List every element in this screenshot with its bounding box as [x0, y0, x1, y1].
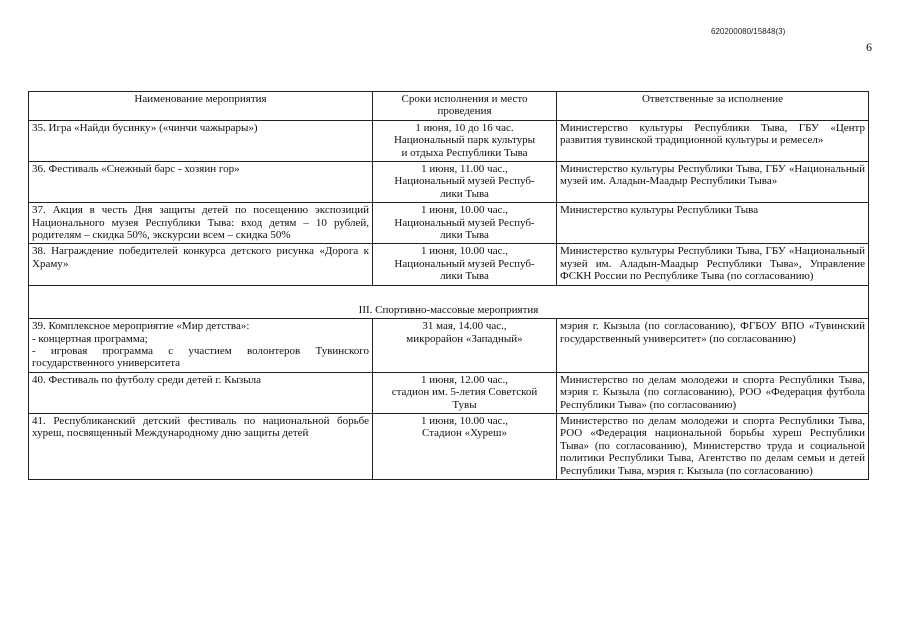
event-name: 36. Фестиваль «Снежный барс - хозяин гор»	[29, 162, 373, 203]
event-responsible: мэрия г. Кызыла (по согласованию), ФГБОУ ВПО «Тувинский государственный университет» (по согласованию)	[557, 319, 869, 373]
event-name: 35. Игра «Найди бусинку» («чинчи чажырары»)	[29, 120, 373, 161]
event-name: 38. Награждение победителей конкурса детского рисунка «Дорога к Храму»	[29, 244, 373, 285]
section-spacer-row	[29, 285, 869, 303]
time-line: лики Тыва	[440, 229, 489, 242]
time-line: 1 июня, 10.00 час.,	[420, 204, 509, 217]
event-time-place	[373, 162, 557, 203]
event-time-place	[373, 203, 557, 244]
document-id: 620200080/15848(3)	[711, 27, 786, 36]
event-time-place	[373, 244, 557, 285]
table-row	[29, 162, 869, 203]
event-name-line: - концертная программа;	[32, 332, 148, 345]
event-time-place	[373, 120, 557, 161]
time-line: Национальный музей Респуб-	[394, 257, 535, 270]
time-line: Национальный музей Респуб-	[394, 216, 535, 229]
time-line: стадион им. 5-летия Советской	[391, 386, 538, 399]
header-timing-place: Сроки исполнения и место проведения	[373, 92, 557, 121]
event-name: 41. Республиканский детский фестиваль по национальной борьбе хуреш, посвященный Международному дню защиты детей	[29, 413, 373, 479]
table-row	[29, 203, 869, 244]
event-name: 40. Фестиваль по футболу среди детей г. Кызыла	[29, 372, 373, 413]
event-responsible: Министерство по делам молодежи и спорта Республики Тыва, РОО «Федерация национальной борьбы хуреш Республики Тыва» (по согласованию), Министерство труда и социальной политики Республики Тыва, Агентство по делам семьи и детей Республики Тыва, мэрия г. Кызыла (по согласованию)	[557, 413, 869, 479]
section-header-row	[29, 303, 869, 319]
time-line: 1 июня, 11.00 час.,	[421, 163, 508, 176]
event-responsible: Министерство культуры Республики Тыва, ГБУ «Национальный музей им. Аладын-Маадыр Республики Тыва», Управление ФСКН России по Республике Тыва (по согласованию)	[557, 244, 869, 285]
time-line: лики Тыва	[440, 270, 489, 283]
table-row	[29, 120, 869, 161]
section-spacer	[29, 285, 869, 303]
time-line: 1 июня, 10 до 16 час.	[415, 121, 514, 134]
time-line: Тувы	[452, 398, 477, 411]
time-line: 1 июня, 10.00 час.,	[420, 245, 509, 258]
time-line: Стадион «Хуреш»	[422, 427, 507, 440]
table-header-row	[29, 92, 869, 121]
table-row	[29, 413, 869, 479]
event-time-place	[373, 319, 557, 373]
event-responsible: Министерство по делам молодежи и спорта Республики Тыва, мэрия г. Кызыла (по согласованию), РОО «Федерация футбола Республики Тыва» (по согласованию)	[557, 372, 869, 413]
time-line: лики Тыва	[440, 187, 489, 200]
event-responsible: Министерство культуры Республики Тыва, ГБУ «Национальный музей им. Аладын-Маадыр Республики Тыва»	[557, 162, 869, 203]
table-row	[29, 244, 869, 285]
event-time-place	[373, 372, 557, 413]
section-title: III. Спортивно-массовые мероприятия	[29, 303, 869, 319]
header-event-name: Наименование мероприятия	[29, 92, 373, 121]
event-name	[29, 319, 373, 373]
table-row	[29, 319, 869, 373]
time-line: и отдыха Республики Тыва	[401, 146, 528, 159]
event-name-line: - игровая программа с участием волонтеров Тувинского государственного университета	[32, 344, 369, 370]
table-row	[29, 372, 869, 413]
events-table	[28, 91, 869, 480]
time-line: Национальный музей Респуб-	[394, 175, 535, 188]
event-responsible: Министерство культуры Республики Тыва	[557, 203, 869, 244]
time-line: 1 июня, 12.00 час.,	[420, 373, 509, 386]
header-responsible: Ответственные за исполнение	[557, 92, 869, 121]
event-responsible: Министерство культуры Республики Тыва, ГБУ «Центр развития тувинской традиционной культуры и ремесел»	[557, 120, 869, 161]
event-name: 37. Акция в честь Дня защиты детей по посещению экспозиций Национального музея Республики Тыва: вход детям – 10 рублей, родителям – скидка 50%, экскурсии всем – скидка 50%	[29, 203, 373, 244]
time-line: Национальный парк культуры	[393, 134, 536, 147]
time-line: 1 июня, 10.00 час.,	[420, 414, 509, 427]
time-line: микрорайон «Западный»	[406, 332, 523, 345]
event-name-line: 39. Комплексное мероприятие «Мир детства»:	[32, 320, 250, 333]
event-time-place	[373, 413, 557, 479]
page-number: 6	[866, 40, 872, 54]
time-line: 31 мая, 14.00 час.,	[422, 320, 507, 333]
